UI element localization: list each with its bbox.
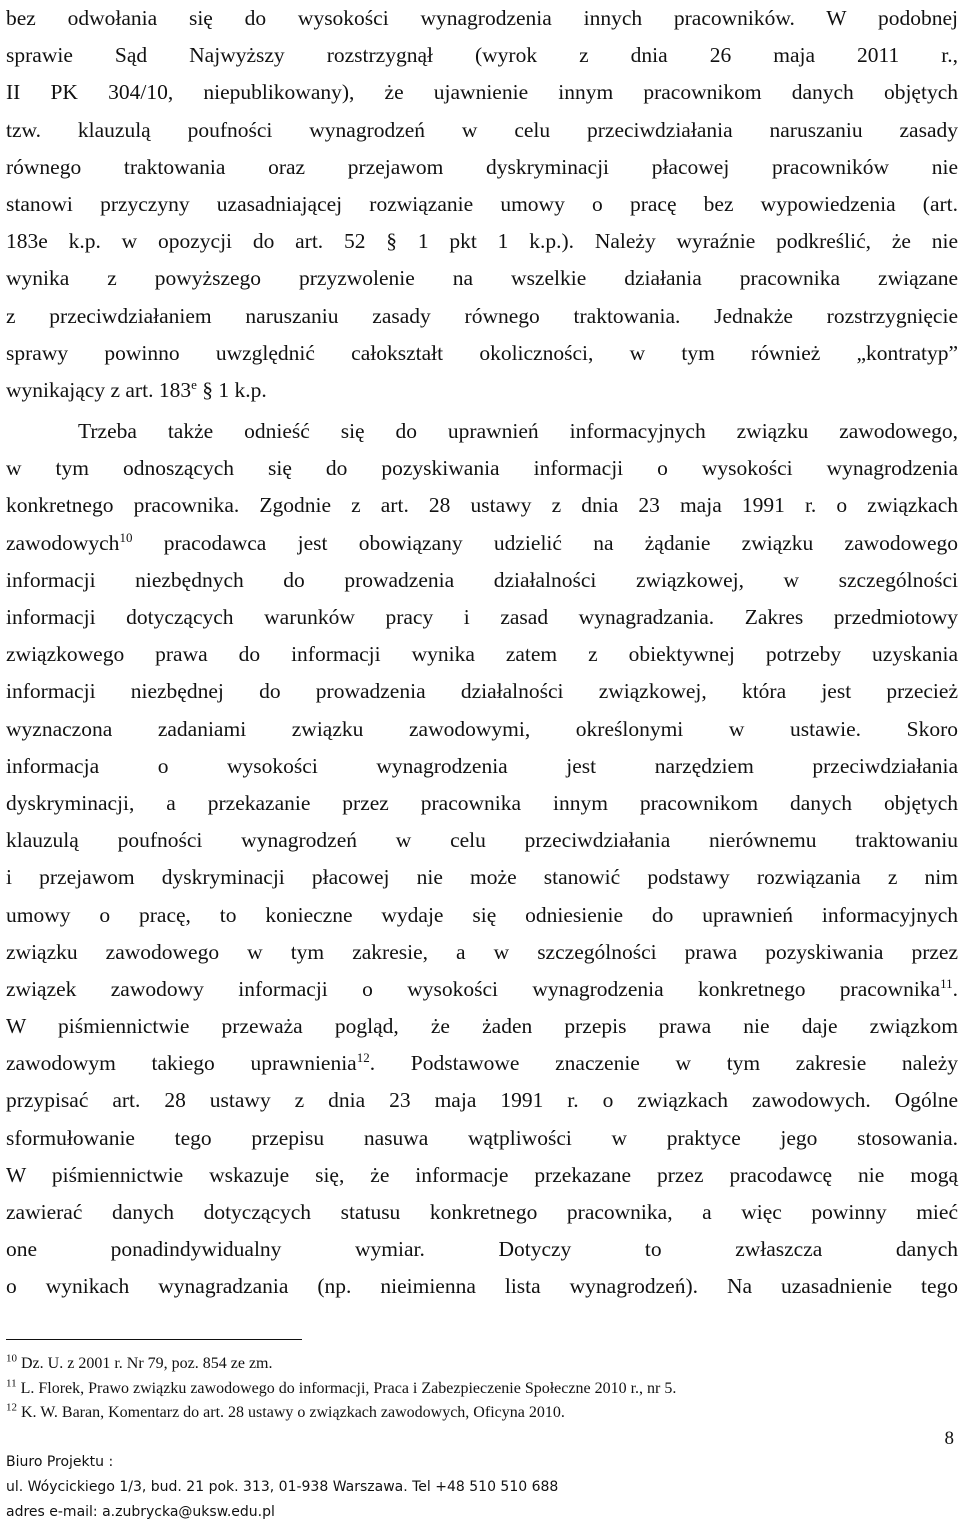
text-line — [6, 525, 958, 562]
text-line: informacji niezbędnych do prowadzenia działalności związkowej, w szczególności — [6, 567, 958, 592]
text-line: sprawy powinno uwzględnić całokształt okoliczności, w tym również „kontratyp” — [6, 340, 958, 365]
footnote-number: 10 — [6, 1352, 17, 1365]
text-line: z przeciwdziałaniem naruszaniu zasady równego traktowania. Jednakże rozstrzygnięcie — [6, 303, 958, 328]
text-line: w tym odnoszących się do pozyskiwania informacji o wysokości wynagrodzenia — [6, 456, 958, 481]
text-segment: . — [952, 976, 958, 1001]
footer-label: Biuro Projektu : — [6, 1454, 114, 1470]
superscript: e — [191, 376, 197, 392]
text-segment: zawodowych — [6, 530, 120, 555]
footnote — [6, 1377, 946, 1402]
text-segment: zawodowym takiego uprawnienia — [6, 1051, 357, 1076]
text-line: one ponadindywidualny wymiar. Dotyczy to zwłaszcza danych — [6, 1237, 958, 1262]
text-line: wynika z powyższego przyzwolenie na wszelkie działania pracownika związane — [6, 266, 958, 291]
text-line: przypisać art. 28 ustawy z dnia 23 maja 1991 r. o związkach zawodowych. Ogólne — [6, 1088, 958, 1113]
text-line: klauzulą poufności wynagrodzeń w celu przeciwdziałania nierównemu traktowaniu — [6, 828, 958, 853]
text-line: informacja o wysokości wynagrodzenia jest narzędziem przeciwdziałania — [6, 753, 958, 778]
footer-address: ul. Wóycickiego 1/3, bud. 21 pok. 313, 01-938 Warszawa. Tel +48 510 510 688 — [6, 1479, 559, 1495]
text-segment: § 1 k.p. — [196, 377, 267, 402]
page-number: 8 — [944, 1428, 954, 1449]
text-line: umowy o pracę, to konieczne wydaje się odniesienie do uprawnień informacyjnych — [6, 902, 958, 927]
footnote-ref: 11 — [940, 975, 953, 991]
text-segment: pracodawca jest obowiązany udzielić na żądanie związku zawodowego — [132, 530, 958, 555]
text-line: związkowego prawa do informacji wynika zatem z obiektywnej potrzeby uzyskania — [6, 642, 958, 667]
text-line — [6, 372, 958, 409]
footnote-text: L. Florek, Prawo związku zawodowego do informacji, Praca i Zabezpieczenie Społeczne 2010 r., nr 5. — [16, 1379, 677, 1397]
footnote-text: Dz. U. z 2001 r. Nr 79, poz. 854 ze zm. — [17, 1355, 273, 1372]
footnote — [6, 1352, 946, 1377]
paragraph-first-line: Trzeba także odnieść się do uprawnień informacyjnych związku zawodowego, — [78, 419, 958, 444]
footnote — [6, 1401, 946, 1426]
footnote-number: 11 — [6, 1377, 17, 1390]
text-line: W piśmiennictwie wskazuje się, że informacje przekazane przez pracodawcę nie mogą — [6, 1162, 958, 1187]
text-line: równego traktowania oraz przejawom dyskryminacji płacowej pracowników nie — [6, 154, 958, 179]
text-line: konkretnego pracownika. Zgodnie z art. 28 ustawy z dnia 23 maja 1991 r. o związkach — [6, 493, 958, 518]
text-line: stanowi przyczyny uzasadniającej rozwiązanie umowy o pracę bez wypowiedzenia (art. — [6, 191, 958, 216]
text-line: informacji dotyczących warunków pracy i zasad wynagradzania. Zakres przedmiotowy — [6, 605, 958, 629]
text-line: dyskryminacji, a przekazanie przez pracownika innym pracownikom danych objętych — [6, 790, 958, 815]
text-line: tzw. klauzulą poufności wynagrodzeń w celu przeciwdziałania naruszaniu zasady — [6, 117, 958, 142]
text-line: sprawie Sąd Najwyższy rozstrzygnął (wyrok z dnia 26 maja 2011 r., — [6, 43, 958, 68]
footnote-ref: 12 — [356, 1050, 370, 1066]
text-line: 183e k.p. w opozycji do art. 52 § 1 pkt 1 k.p.). Należy wyraźnie podkreślić, że nie — [6, 229, 958, 254]
text-line: bez odwołania się do wysokości wynagrodzenia innych pracowników. W podobnej — [6, 6, 958, 30]
text-line: wyznaczona zadaniami związku zawodowymi, określonymi w ustawie. Skoro — [6, 716, 958, 741]
text-line: o wynikach wynagradzania (np. nieimienna lista wynagrodzeń). Na uzasadnienie tego — [6, 1274, 958, 1299]
text-line: związku zawodowego w tym zakresie, a w szczególności prawa pozyskiwania przez — [6, 939, 958, 964]
text-segment: związek zawodowy informacji o wysokości wynagrodzenia konkretnego pracownika — [6, 976, 941, 1001]
footnotes — [6, 1352, 946, 1426]
text-line: informacji niezbędnej do prowadzenia działalności związkowej, która jest przecież — [6, 679, 958, 704]
footnote-ref: 10 — [119, 529, 133, 545]
text-line: zawierać danych dotyczących statusu konkretnego pracownika, a więc powinny mieć — [6, 1200, 958, 1224]
footnote-divider — [6, 1339, 302, 1340]
footnote-number: 12 — [6, 1401, 17, 1414]
text-line — [6, 971, 958, 1008]
text-line: W piśmiennictwie przeważa pogląd, że żaden przepis prawa nie daje związkom — [6, 1014, 958, 1039]
footer-email: adres e-mail: a.zubrycka@uksw.edu.pl — [6, 1504, 275, 1520]
body-text — [6, 0, 958, 1306]
footnote-text: K. W. Baran, Komentarz do art. 28 ustawy o związkach zawodowych, Oficyna 2010. — [17, 1404, 565, 1421]
text-segment: . Podstawowe znaczenie w tym zakresie należy — [369, 1051, 958, 1076]
text-line: i przejawom dyskryminacji płacowej nie może stanowić podstawy rozwiązania z nim — [6, 865, 958, 890]
text-line — [6, 1045, 958, 1082]
text-line: sformułowanie tego przepisu nasuwa wątpliwości w praktyce jego stosowania. — [6, 1125, 958, 1150]
text-line: II PK 304/10, niepublikowany), że ujawnienie innym pracownikom danych objętych — [6, 80, 958, 105]
text-segment: wynikający z art. 183 — [6, 377, 192, 402]
page-footer — [6, 1450, 906, 1525]
